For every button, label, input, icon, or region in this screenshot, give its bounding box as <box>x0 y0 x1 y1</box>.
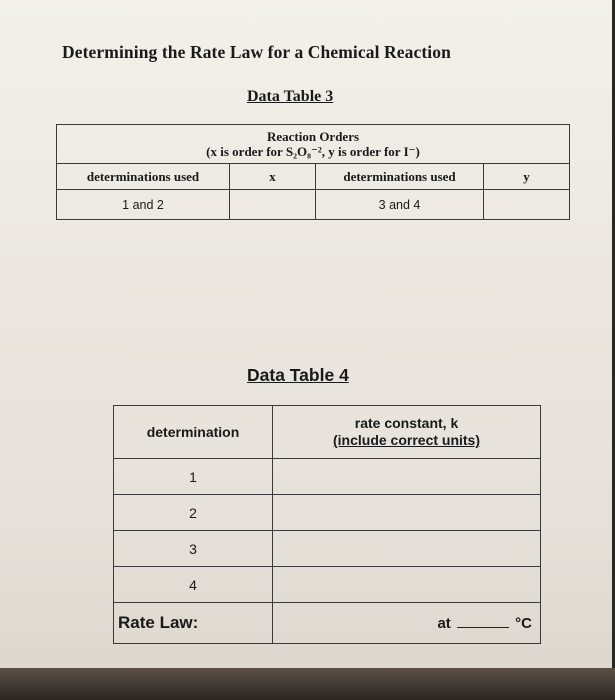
rate-constant-cell-1[interactable] <box>273 459 541 495</box>
col-y: y <box>484 164 570 190</box>
determination-row-1: 1 <box>114 459 273 495</box>
background-surface <box>0 668 615 700</box>
col-x: x <box>230 164 316 190</box>
determination-row-3: 3 <box>114 531 273 567</box>
data-table-3 <box>56 124 570 220</box>
at-label: at <box>437 614 451 632</box>
reaction-orders-header <box>57 125 570 164</box>
determination-row-4: 4 <box>114 567 273 603</box>
cell-y-blank[interactable] <box>484 190 570 220</box>
rate-constant-cell-4[interactable] <box>273 567 541 603</box>
col-determinations-used-1: determinations used <box>57 164 230 190</box>
cell-x-blank[interactable] <box>230 190 316 220</box>
temperature-blank[interactable] <box>457 615 509 628</box>
col-determinations-used-2: determinations used <box>316 164 484 190</box>
cell-determinations-3-and-4: 3 and 4 <box>316 190 484 220</box>
rate-constant-label: rate constant, k <box>354 415 459 431</box>
document-title: Determining the Rate Law for a Chemical Reaction <box>62 42 451 62</box>
reaction-orders-subtitle: (x is order for S₂O₈⁻², y is order for I⁻) <box>206 144 420 159</box>
rate-law-label: Rate Law: <box>114 603 273 644</box>
determination-row-2: 2 <box>114 495 273 531</box>
data-table-4-title: Data Table 4 <box>247 365 349 385</box>
celsius-unit: °C <box>515 614 532 632</box>
rate-constant-cell-2[interactable] <box>273 495 541 531</box>
temperature-cell[interactable] <box>273 603 541 644</box>
rate-constant-cell-3[interactable] <box>273 531 541 567</box>
cell-determinations-1-and-2: 1 and 2 <box>57 190 230 220</box>
data-table-3-title: Data Table 3 <box>247 88 334 105</box>
data-table-4 <box>113 405 541 644</box>
include-units-label: (include correct units) <box>332 432 481 448</box>
col-rate-constant <box>273 406 541 459</box>
reaction-orders-label: Reaction Orders <box>266 129 360 144</box>
col-determination: determination <box>114 406 273 459</box>
